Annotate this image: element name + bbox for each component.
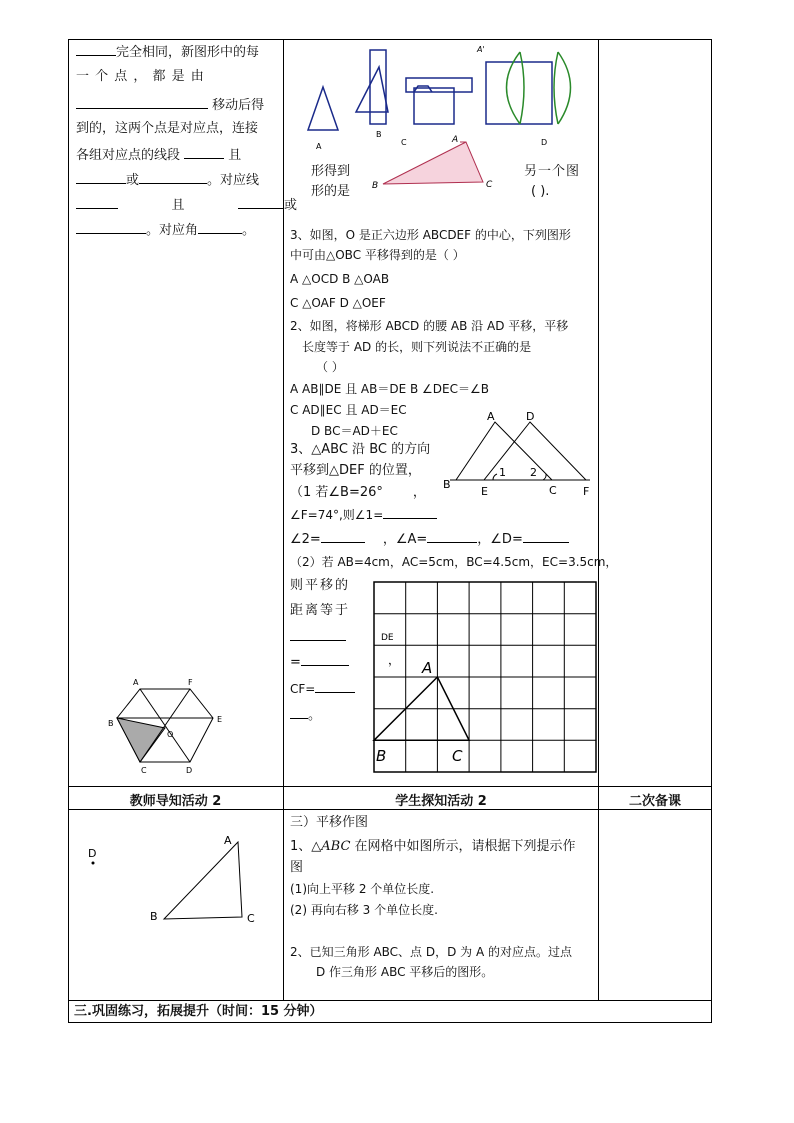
- grid-label-a: A: [422, 659, 433, 677]
- left-tri-label-c: C: [247, 912, 255, 925]
- trap-label-e: E: [481, 485, 488, 498]
- grid-label-b: B: [376, 747, 387, 765]
- hex-label-e: E: [217, 715, 223, 724]
- hex-label-d: D: [186, 766, 193, 775]
- left-tri-label-a: A: [224, 834, 232, 847]
- hex-label-a: A: [133, 678, 139, 687]
- tri-label-a: A: [452, 135, 459, 145]
- tri-label-b: B: [372, 181, 379, 191]
- fig-label-aprime: A': [477, 45, 485, 54]
- fig-label-a: A: [316, 142, 322, 150]
- trap-label-1: 1: [499, 466, 506, 479]
- trap-label-c: C: [549, 484, 557, 497]
- left-tri-label-d: D: [88, 847, 97, 860]
- q-left-2: 形的是: [311, 184, 351, 199]
- trap-label-2: 2: [530, 466, 537, 479]
- fig-label-b: B: [376, 130, 382, 139]
- hex-label-b: B: [108, 719, 114, 728]
- grid-label-comma: ，: [388, 653, 401, 667]
- grid-label-de: DE: [381, 633, 394, 643]
- q-right-1: 另一个图: [524, 164, 581, 179]
- fig-label-c: C: [401, 138, 407, 147]
- pink-triangle-figure: [370, 132, 500, 194]
- trap-label-b: B: [443, 478, 451, 491]
- grid-label-c: C: [452, 747, 463, 765]
- left-tri-label-b: B: [150, 910, 158, 923]
- q-right-2: ( ).: [531, 184, 550, 199]
- section-3-title: 三.巩固练习，拓展提升（时间：15 分钟）: [74, 1004, 323, 1019]
- fig-label-d: D: [541, 138, 548, 147]
- trap-label-f: F: [583, 485, 590, 498]
- hexagon-figure: [100, 670, 230, 780]
- q-left-1: 形得到: [311, 164, 351, 179]
- header-teacher: 教师导知活动 2: [129, 794, 222, 809]
- translation-triangles-figure: [440, 408, 596, 502]
- trap-label-a: A: [487, 410, 495, 423]
- header-prep: 二次备课: [628, 794, 681, 809]
- grid-figure: [372, 580, 598, 775]
- trap-label-d: D: [526, 410, 535, 423]
- left-triangle-figure: [84, 832, 264, 932]
- tri-label-c: C: [486, 180, 493, 190]
- hex-label-f: F: [188, 678, 193, 687]
- hex-label-c: C: [141, 766, 147, 775]
- hex-label-o: O: [167, 730, 174, 739]
- header-student: 学生探知活动 2: [395, 794, 487, 809]
